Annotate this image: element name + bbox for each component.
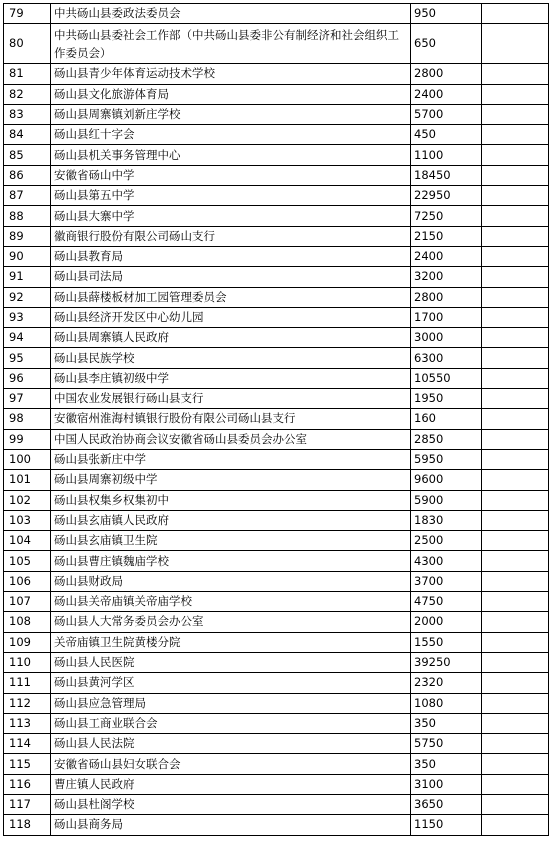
blank-cell bbox=[482, 612, 549, 632]
blank-cell bbox=[482, 226, 549, 246]
unit-name-cell: 砀山县薛楼板材加工园管理委员会 bbox=[51, 287, 411, 307]
unit-name-cell: 砀山县第五中学 bbox=[51, 186, 411, 206]
blank-cell bbox=[482, 592, 549, 612]
row-number-cell: 109 bbox=[4, 632, 51, 652]
blank-cell bbox=[482, 470, 549, 490]
table-row bbox=[4, 389, 549, 409]
table-row bbox=[4, 64, 549, 84]
blank-cell bbox=[482, 734, 549, 754]
blank-cell bbox=[482, 652, 549, 672]
unit-name-cell: 安徽宿州淮海村镇银行股份有限公司砀山县支行 bbox=[51, 409, 411, 429]
blank-cell bbox=[482, 713, 549, 733]
table-row bbox=[4, 693, 549, 713]
unit-name-cell: 砀山县人大常务委员会办公室 bbox=[51, 612, 411, 632]
row-number-cell: 116 bbox=[4, 774, 51, 794]
amount-cell: 1550 bbox=[411, 632, 482, 652]
blank-cell bbox=[482, 449, 549, 469]
table-row bbox=[4, 652, 549, 672]
row-number-cell: 101 bbox=[4, 470, 51, 490]
amount-cell: 1700 bbox=[411, 307, 482, 327]
blank-cell bbox=[482, 165, 549, 185]
table-row bbox=[4, 815, 549, 835]
table-row bbox=[4, 104, 549, 124]
blank-cell bbox=[482, 145, 549, 165]
amount-cell: 2400 bbox=[411, 84, 482, 104]
row-number-cell: 104 bbox=[4, 531, 51, 551]
blank-cell bbox=[482, 186, 549, 206]
amount-cell: 3100 bbox=[411, 774, 482, 794]
table-row bbox=[4, 673, 549, 693]
amount-cell: 350 bbox=[411, 713, 482, 733]
blank-cell bbox=[482, 104, 549, 124]
unit-name-cell: 砀山县关帝庙镇关帝庙学校 bbox=[51, 592, 411, 612]
unit-name-cell: 砀山县红十字会 bbox=[51, 125, 411, 145]
blank-cell bbox=[482, 409, 549, 429]
blank-cell bbox=[482, 429, 549, 449]
row-number-cell: 100 bbox=[4, 449, 51, 469]
unit-name-cell: 曹庄镇人民政府 bbox=[51, 774, 411, 794]
table-row bbox=[4, 348, 549, 368]
blank-cell bbox=[482, 328, 549, 348]
amount-cell: 1080 bbox=[411, 693, 482, 713]
row-number-cell: 89 bbox=[4, 226, 51, 246]
blank-cell bbox=[482, 267, 549, 287]
blank-cell bbox=[482, 348, 549, 368]
row-number-cell: 108 bbox=[4, 612, 51, 632]
blank-cell bbox=[482, 287, 549, 307]
table-row bbox=[4, 409, 549, 429]
row-number-cell: 110 bbox=[4, 652, 51, 672]
table-row bbox=[4, 145, 549, 165]
blank-cell bbox=[482, 673, 549, 693]
unit-name-cell: 中国人民政治协商会议安徽省砀山县委员会办公室 bbox=[51, 429, 411, 449]
unit-name-cell: 安徽省砀山县妇女联合会 bbox=[51, 754, 411, 774]
amount-cell: 450 bbox=[411, 125, 482, 145]
amount-cell: 2400 bbox=[411, 246, 482, 266]
amount-cell: 1950 bbox=[411, 389, 482, 409]
table-row bbox=[4, 470, 549, 490]
table-row bbox=[4, 632, 549, 652]
blank-cell bbox=[482, 4, 549, 24]
amount-cell: 9600 bbox=[411, 470, 482, 490]
blank-cell bbox=[482, 246, 549, 266]
unit-name-cell: 砀山县人民法院 bbox=[51, 734, 411, 754]
blank-cell bbox=[482, 84, 549, 104]
unit-name-cell: 砀山县玄庙镇卫生院 bbox=[51, 531, 411, 551]
blank-cell bbox=[482, 307, 549, 327]
table-row bbox=[4, 571, 549, 591]
row-number-cell: 107 bbox=[4, 592, 51, 612]
blank-cell bbox=[482, 206, 549, 226]
row-number-cell: 84 bbox=[4, 125, 51, 145]
table-row bbox=[4, 165, 549, 185]
amount-cell: 2500 bbox=[411, 531, 482, 551]
amount-cell: 3200 bbox=[411, 267, 482, 287]
amount-cell: 2000 bbox=[411, 612, 482, 632]
unit-name-cell: 砀山县青少年体育运动技术学校 bbox=[51, 64, 411, 84]
row-number-cell: 113 bbox=[4, 713, 51, 733]
amount-cell: 3000 bbox=[411, 328, 482, 348]
unit-name-cell: 安徽省砀山中学 bbox=[51, 165, 411, 185]
unit-name-cell: 砀山县商务局 bbox=[51, 815, 411, 835]
unit-name-cell: 砀山县曹庄镇魏庙学校 bbox=[51, 551, 411, 571]
amount-cell: 2150 bbox=[411, 226, 482, 246]
unit-name-cell: 砀山县应急管理局 bbox=[51, 693, 411, 713]
row-number-cell: 82 bbox=[4, 84, 51, 104]
row-number-cell: 90 bbox=[4, 246, 51, 266]
unit-name-cell: 砀山县司法局 bbox=[51, 267, 411, 287]
table-row bbox=[4, 794, 549, 814]
row-number-cell: 85 bbox=[4, 145, 51, 165]
unit-name-cell: 砀山县财政局 bbox=[51, 571, 411, 591]
row-number-cell: 103 bbox=[4, 510, 51, 530]
unit-name-cell: 关帝庙镇卫生院黄楼分院 bbox=[51, 632, 411, 652]
row-number-cell: 86 bbox=[4, 165, 51, 185]
table-row bbox=[4, 734, 549, 754]
blank-cell bbox=[482, 510, 549, 530]
row-number-cell: 114 bbox=[4, 734, 51, 754]
row-number-cell: 87 bbox=[4, 186, 51, 206]
amount-cell: 7250 bbox=[411, 206, 482, 226]
table-row bbox=[4, 368, 549, 388]
table-row bbox=[4, 754, 549, 774]
row-number-cell: 98 bbox=[4, 409, 51, 429]
row-number-cell: 117 bbox=[4, 794, 51, 814]
table-row bbox=[4, 449, 549, 469]
unit-name-cell: 砀山县经济开发区中心幼儿园 bbox=[51, 307, 411, 327]
amount-cell: 1100 bbox=[411, 145, 482, 165]
row-number-cell: 95 bbox=[4, 348, 51, 368]
amount-cell: 10550 bbox=[411, 368, 482, 388]
table-row bbox=[4, 186, 549, 206]
table-row bbox=[4, 267, 549, 287]
amount-cell: 950 bbox=[411, 4, 482, 24]
table-row bbox=[4, 307, 549, 327]
unit-name-cell: 砀山县人民医院 bbox=[51, 652, 411, 672]
row-number-cell: 115 bbox=[4, 754, 51, 774]
unit-name-cell: 徽商银行股份有限公司砀山支行 bbox=[51, 226, 411, 246]
table-row bbox=[4, 612, 549, 632]
amount-cell: 650 bbox=[411, 24, 482, 64]
row-number-cell: 81 bbox=[4, 64, 51, 84]
table-row bbox=[4, 531, 549, 551]
amount-cell: 3700 bbox=[411, 571, 482, 591]
blank-cell bbox=[482, 693, 549, 713]
row-number-cell: 102 bbox=[4, 490, 51, 510]
row-number-cell: 118 bbox=[4, 815, 51, 835]
table-row bbox=[4, 490, 549, 510]
blank-cell bbox=[482, 774, 549, 794]
unit-name-cell: 砀山县周寨初级中学 bbox=[51, 470, 411, 490]
amount-cell: 22950 bbox=[411, 186, 482, 206]
row-number-cell: 91 bbox=[4, 267, 51, 287]
table-row bbox=[4, 713, 549, 733]
amount-cell: 5700 bbox=[411, 104, 482, 124]
amount-cell: 3650 bbox=[411, 794, 482, 814]
amount-cell: 2850 bbox=[411, 429, 482, 449]
blank-cell bbox=[482, 490, 549, 510]
unit-name-cell: 砀山县周寨镇刘新庄学校 bbox=[51, 104, 411, 124]
amount-cell: 350 bbox=[411, 754, 482, 774]
row-number-cell: 111 bbox=[4, 673, 51, 693]
blank-cell bbox=[482, 125, 549, 145]
amount-cell: 5900 bbox=[411, 490, 482, 510]
amount-cell: 4300 bbox=[411, 551, 482, 571]
blank-cell bbox=[482, 64, 549, 84]
blank-cell bbox=[482, 571, 549, 591]
amount-cell: 160 bbox=[411, 409, 482, 429]
unit-name-cell: 砀山县教育局 bbox=[51, 246, 411, 266]
blank-cell bbox=[482, 815, 549, 835]
row-number-cell: 80 bbox=[4, 24, 51, 64]
table-row bbox=[4, 246, 549, 266]
unit-name-cell: 砀山县黄河学区 bbox=[51, 673, 411, 693]
donation-table bbox=[3, 3, 549, 836]
amount-cell: 5950 bbox=[411, 449, 482, 469]
table-body bbox=[4, 4, 549, 836]
row-number-cell: 94 bbox=[4, 328, 51, 348]
unit-name-cell: 砀山县大寨中学 bbox=[51, 206, 411, 226]
row-number-cell: 105 bbox=[4, 551, 51, 571]
row-number-cell: 92 bbox=[4, 287, 51, 307]
unit-name-cell: 砀山县工商业联合会 bbox=[51, 713, 411, 733]
row-number-cell: 99 bbox=[4, 429, 51, 449]
table-row bbox=[4, 4, 549, 24]
blank-cell bbox=[482, 794, 549, 814]
row-number-cell: 88 bbox=[4, 206, 51, 226]
amount-cell: 1830 bbox=[411, 510, 482, 530]
unit-name-cell: 砀山县玄庙镇人民政府 bbox=[51, 510, 411, 530]
amount-cell: 39250 bbox=[411, 652, 482, 672]
table-row bbox=[4, 206, 549, 226]
blank-cell bbox=[482, 24, 549, 64]
unit-name-cell: 砀山县张新庄中学 bbox=[51, 449, 411, 469]
blank-cell bbox=[482, 632, 549, 652]
row-number-cell: 93 bbox=[4, 307, 51, 327]
table-row bbox=[4, 125, 549, 145]
unit-name-cell: 砀山县杜阁学校 bbox=[51, 794, 411, 814]
table-row bbox=[4, 84, 549, 104]
table-row bbox=[4, 24, 549, 64]
table-row bbox=[4, 774, 549, 794]
row-number-cell: 97 bbox=[4, 389, 51, 409]
table-row bbox=[4, 226, 549, 246]
blank-cell bbox=[482, 551, 549, 571]
table-row bbox=[4, 551, 549, 571]
table-row bbox=[4, 287, 549, 307]
amount-cell: 2800 bbox=[411, 64, 482, 84]
row-number-cell: 96 bbox=[4, 368, 51, 388]
amount-cell: 1150 bbox=[411, 815, 482, 835]
unit-name-cell: 中共砀山县委社会工作部（中共砀山县委非公有制经济和社会组织工作委员会） bbox=[51, 24, 411, 64]
row-number-cell: 79 bbox=[4, 4, 51, 24]
unit-name-cell: 中共砀山县委政法委员会 bbox=[51, 4, 411, 24]
blank-cell bbox=[482, 389, 549, 409]
amount-cell: 4750 bbox=[411, 592, 482, 612]
row-number-cell: 83 bbox=[4, 104, 51, 124]
table-row bbox=[4, 592, 549, 612]
unit-name-cell: 砀山县文化旅游体育局 bbox=[51, 84, 411, 104]
row-number-cell: 112 bbox=[4, 693, 51, 713]
blank-cell bbox=[482, 531, 549, 551]
unit-name-cell: 砀山县机关事务管理中心 bbox=[51, 145, 411, 165]
unit-name-cell: 砀山县权集乡权集初中 bbox=[51, 490, 411, 510]
unit-name-cell: 砀山县周寨镇人民政府 bbox=[51, 328, 411, 348]
blank-cell bbox=[482, 368, 549, 388]
unit-name-cell: 砀山县李庄镇初级中学 bbox=[51, 368, 411, 388]
amount-cell: 5750 bbox=[411, 734, 482, 754]
amount-cell: 2320 bbox=[411, 673, 482, 693]
amount-cell: 2800 bbox=[411, 287, 482, 307]
unit-name-cell: 中国农业发展银行砀山县支行 bbox=[51, 389, 411, 409]
row-number-cell: 106 bbox=[4, 571, 51, 591]
unit-name-cell: 砀山县民族学校 bbox=[51, 348, 411, 368]
blank-cell bbox=[482, 754, 549, 774]
table-row bbox=[4, 429, 549, 449]
table-row bbox=[4, 510, 549, 530]
amount-cell: 6300 bbox=[411, 348, 482, 368]
amount-cell: 18450 bbox=[411, 165, 482, 185]
table-row bbox=[4, 328, 549, 348]
